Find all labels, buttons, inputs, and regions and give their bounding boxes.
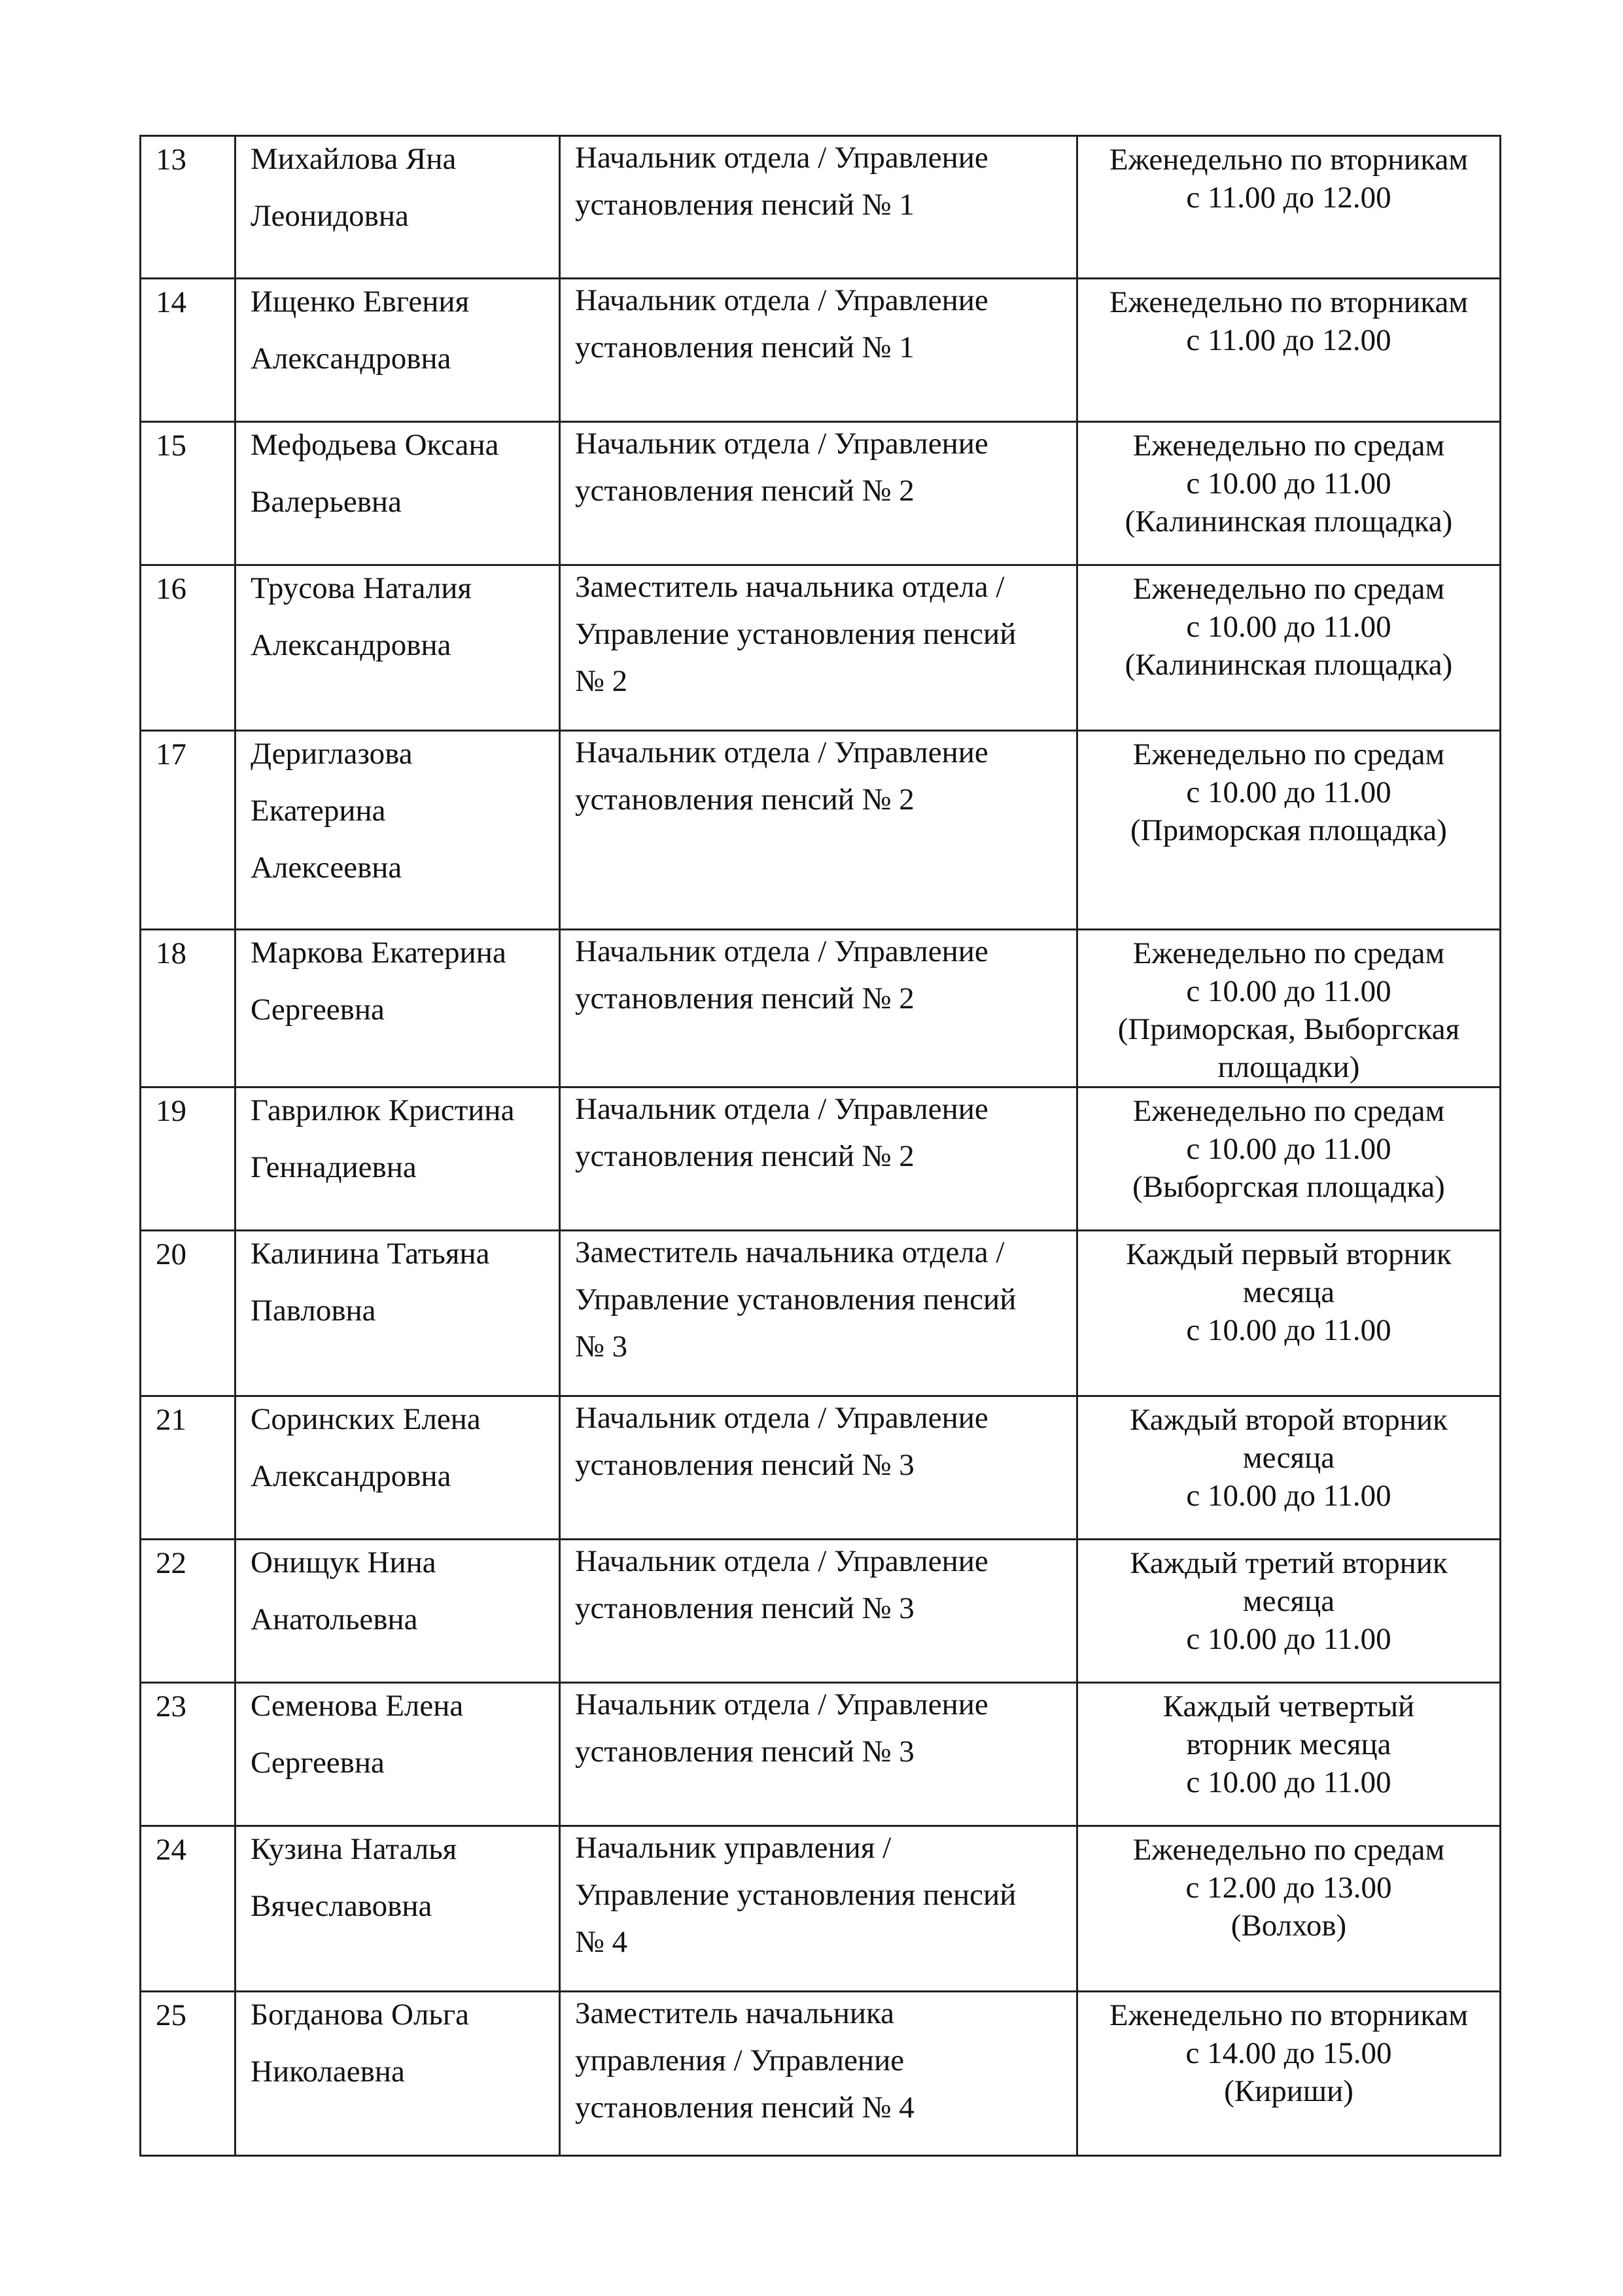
reception-schedule-line: Еженедельно по вторникам [1109, 143, 1469, 177]
reception-schedule [1077, 1231, 1501, 1396]
employee-name-line: Гаврилюк Кристина [251, 1093, 515, 1127]
reception-schedule-line: Еженедельно по вторникам [1109, 1998, 1469, 2032]
reception-schedule [1077, 1683, 1501, 1826]
employee-position-line: Начальник управления / [575, 1831, 892, 1865]
reception-schedule-line: (Волхов) [1230, 1909, 1347, 1943]
employee-position-line: Начальник отдела / Управление [575, 934, 988, 968]
employee-position-line: установления пенсий № 2 [575, 783, 915, 817]
employee-position-line: Начальник отдела / Управление [575, 1092, 988, 1126]
reception-schedule-line: с 12.00 до 13.00 [1185, 1871, 1392, 1905]
employee-name-line: Маркова Екатерина [251, 936, 506, 970]
employee-name-line: Михайлова Яна [251, 142, 457, 176]
reception-schedule-line: Еженедельно по средам [1132, 737, 1445, 771]
reception-schedule [1077, 1396, 1501, 1540]
reception-schedule-line: вторник месяца [1186, 1727, 1391, 1761]
table-row [141, 422, 1501, 565]
reception-schedule-line: с 11.00 до 12.00 [1186, 323, 1391, 357]
table-row [141, 1826, 1501, 1992]
employee-position-line: Начальник отдела / Управление [575, 1687, 988, 1722]
employee-position-line: Начальник отдела / Управление [575, 427, 988, 461]
reception-schedule-line: с 10.00 до 11.00 [1186, 974, 1391, 1008]
employee-name-line: Анатольевна [251, 1602, 418, 1636]
table-row [141, 731, 1501, 930]
reception-schedule-line: Еженедельно по средам [1132, 936, 1445, 970]
employee-position-line: Управление установления пенсий [575, 617, 1017, 651]
reception-schedule [1077, 1826, 1501, 1992]
employee-position-line: Управление установления пенсий [575, 1282, 1017, 1316]
reception-schedule-line: месяца [1242, 1441, 1335, 1475]
table-row [141, 1087, 1501, 1231]
reception-schedule-line: (Приморская площадка) [1130, 813, 1447, 847]
employee-name-line: Павловна [251, 1294, 376, 1328]
employee-name [236, 279, 560, 422]
employee-position-line: установления пенсий № 2 [575, 981, 915, 1016]
employee-name-line: Дериглазова [251, 737, 413, 771]
reception-schedule-line: с 10.00 до 11.00 [1186, 467, 1391, 501]
employee-position [560, 1231, 1077, 1396]
employee-name [236, 930, 560, 1087]
table-row [141, 1540, 1501, 1683]
employee-name [236, 1992, 560, 2156]
employee-name-line: Александровна [251, 628, 451, 662]
employee-name [236, 136, 560, 279]
row-number: 18 [141, 930, 236, 1087]
row-number: 17 [141, 731, 236, 930]
reception-schedule-line: Каждый третий вторник [1130, 1546, 1448, 1580]
table-row [141, 565, 1501, 731]
employee-name-line: Онищук Нина [251, 1545, 436, 1580]
employee-name-line: Сергеевна [251, 1746, 385, 1780]
employee-name-line: Геннадиевна [251, 1150, 417, 1184]
employee-position [560, 279, 1077, 422]
employee-name-line: Калинина Татьяна [251, 1237, 490, 1271]
table-row [141, 279, 1501, 422]
employee-position-line: № 3 [575, 1330, 628, 1364]
reception-schedule-line: с 10.00 до 11.00 [1186, 1765, 1391, 1799]
employee-position-line: Заместитель начальника отдела / [575, 1235, 1005, 1269]
employee-name-line: Александровна [251, 342, 451, 376]
row-number: 14 [141, 279, 236, 422]
reception-schedule-line: площадки) [1217, 1050, 1360, 1084]
employee-name-line: Валерьевна [251, 485, 402, 519]
employee-name [236, 1540, 560, 1683]
employee-name-line: Богданова Ольга [251, 1998, 470, 2032]
employee-position-line: Начальник отдела / Управление [575, 1401, 988, 1435]
employee-name [236, 422, 560, 565]
reception-schedule-line: с 10.00 до 11.00 [1186, 610, 1391, 644]
row-number: 22 [141, 1540, 236, 1683]
employee-position-line: управления / Управление [575, 2043, 905, 2077]
employee-name-line: Алексеевна [251, 851, 402, 885]
employee-name-line: Семенова Елена [251, 1689, 464, 1723]
reception-schedule-line: Еженедельно по вторникам [1109, 285, 1469, 319]
reception-schedule [1077, 136, 1501, 279]
employee-position-line: установления пенсий № 3 [575, 1735, 915, 1769]
employee-position-line: Начальник отдела / Управление [575, 141, 988, 175]
reception-schedule [1077, 1540, 1501, 1683]
employee-name-line: Сергеевна [251, 993, 385, 1027]
employee-name-line: Соринских Елена [251, 1402, 481, 1436]
employee-name-line: Николаевна [251, 2055, 405, 2089]
reception-schedule-line: (Калининская площадка) [1125, 504, 1453, 539]
employee-name [236, 1826, 560, 1992]
employee-name [236, 1231, 560, 1396]
employee-position [560, 930, 1077, 1087]
table-body [141, 136, 1501, 2156]
reception-schedule-line: Еженедельно по средам [1132, 572, 1445, 606]
employee-position-line: установления пенсий № 1 [575, 188, 915, 222]
reception-schedule-line: с 10.00 до 11.00 [1186, 1313, 1391, 1347]
reception-schedule [1077, 279, 1501, 422]
reception-schedule-line: Каждый первый вторник [1126, 1237, 1452, 1271]
employee-position-line: установления пенсий № 1 [575, 330, 915, 364]
reception-schedule-line: Еженедельно по средам [1132, 1094, 1445, 1128]
reception-schedule [1077, 1992, 1501, 2156]
employee-name [236, 1683, 560, 1826]
reception-schedule-line: с 10.00 до 11.00 [1186, 1132, 1391, 1166]
reception-schedule [1077, 731, 1501, 930]
employee-position [560, 731, 1077, 930]
employee-position [560, 1540, 1077, 1683]
employee-position-line: Заместитель начальника [575, 1996, 894, 2030]
reception-schedule-line: (Калининская площадка) [1125, 648, 1453, 682]
table-row [141, 930, 1501, 1087]
employee-position-line: Заместитель начальника отдела / [575, 570, 1005, 604]
employee-name-line: Кузина Наталья [251, 1832, 457, 1866]
employee-name [236, 731, 560, 930]
reception-schedule-line: месяца [1242, 1584, 1335, 1618]
reception-schedule-line: с 14.00 до 15.00 [1185, 2036, 1392, 2070]
employee-name [236, 1396, 560, 1540]
reception-schedule [1077, 1087, 1501, 1231]
employee-name-line: Трусова Наталия [251, 571, 472, 605]
row-number: 25 [141, 1992, 236, 2156]
employee-position-line: № 4 [575, 1925, 628, 1959]
reception-schedule-line: Еженедельно по средам [1132, 1833, 1445, 1867]
reception-schedule-line: Каждый четвертый [1162, 1689, 1415, 1723]
employee-position-line: Начальник отдела / Управление [575, 735, 988, 769]
employee-name-line: Ищенко Евгения [251, 285, 470, 319]
employee-position [560, 422, 1077, 565]
employee-position-line: установления пенсий № 4 [575, 2091, 915, 2125]
employee-position [560, 1992, 1077, 2156]
employee-position [560, 1087, 1077, 1231]
reception-schedule-line: (Кириши) [1224, 2074, 1353, 2108]
employee-position [560, 1826, 1077, 1992]
employee-name-line: Вячеславовна [251, 1889, 432, 1923]
employee-name [236, 1087, 560, 1231]
row-number: 24 [141, 1826, 236, 1992]
employee-position [560, 1396, 1077, 1540]
reception-schedule [1077, 422, 1501, 565]
employee-position [560, 1683, 1077, 1826]
employee-position-line: Управление установления пенсий [575, 1878, 1017, 1912]
reception-schedule-line: (Выборгская площадка) [1132, 1170, 1445, 1204]
row-number: 15 [141, 422, 236, 565]
row-number: 21 [141, 1396, 236, 1540]
table-row [141, 1231, 1501, 1396]
employee-position-line: Начальник отдела / Управление [575, 283, 988, 317]
employee-name-line: Мефодьева Оксана [251, 428, 499, 462]
row-number: 23 [141, 1683, 236, 1826]
employee-position-line: установления пенсий № 2 [575, 474, 915, 508]
employee-position-line: № 2 [575, 664, 628, 698]
employee-name-line: Екатерина [251, 794, 386, 828]
table-row [141, 1396, 1501, 1540]
table-row [141, 1992, 1501, 2156]
reception-schedule-line: Каждый второй вторник [1130, 1403, 1448, 1437]
employee-position-line: установления пенсий № 3 [575, 1448, 915, 1482]
employee-name [236, 565, 560, 731]
reception-schedule [1077, 565, 1501, 731]
row-number: 20 [141, 1231, 236, 1396]
table-row [141, 1683, 1501, 1826]
row-number: 19 [141, 1087, 236, 1231]
employee-name-line: Александровна [251, 1459, 451, 1493]
employee-position-line: Начальник отдела / Управление [575, 1544, 988, 1578]
reception-schedule-line: с 10.00 до 11.00 [1186, 775, 1391, 809]
schedule-table [139, 135, 1501, 2157]
reception-schedule-line: с 10.00 до 11.00 [1186, 1622, 1391, 1656]
employee-position [560, 565, 1077, 731]
employee-position-line: установления пенсий № 2 [575, 1139, 915, 1173]
reception-schedule-line: Еженедельно по средам [1132, 429, 1445, 463]
reception-schedule-line: с 11.00 до 12.00 [1186, 181, 1391, 215]
employee-name-line: Леонидовна [251, 199, 409, 233]
table-row [141, 136, 1501, 279]
reception-schedule-line: с 10.00 до 11.00 [1186, 1479, 1391, 1513]
employee-position-line: установления пенсий № 3 [575, 1591, 915, 1625]
row-number: 13 [141, 136, 236, 279]
employee-position [560, 136, 1077, 279]
reception-schedule-line: месяца [1242, 1275, 1335, 1309]
reception-schedule-line: (Приморская, Выборгская [1117, 1012, 1460, 1046]
reception-schedule [1077, 930, 1501, 1087]
row-number: 16 [141, 565, 236, 731]
